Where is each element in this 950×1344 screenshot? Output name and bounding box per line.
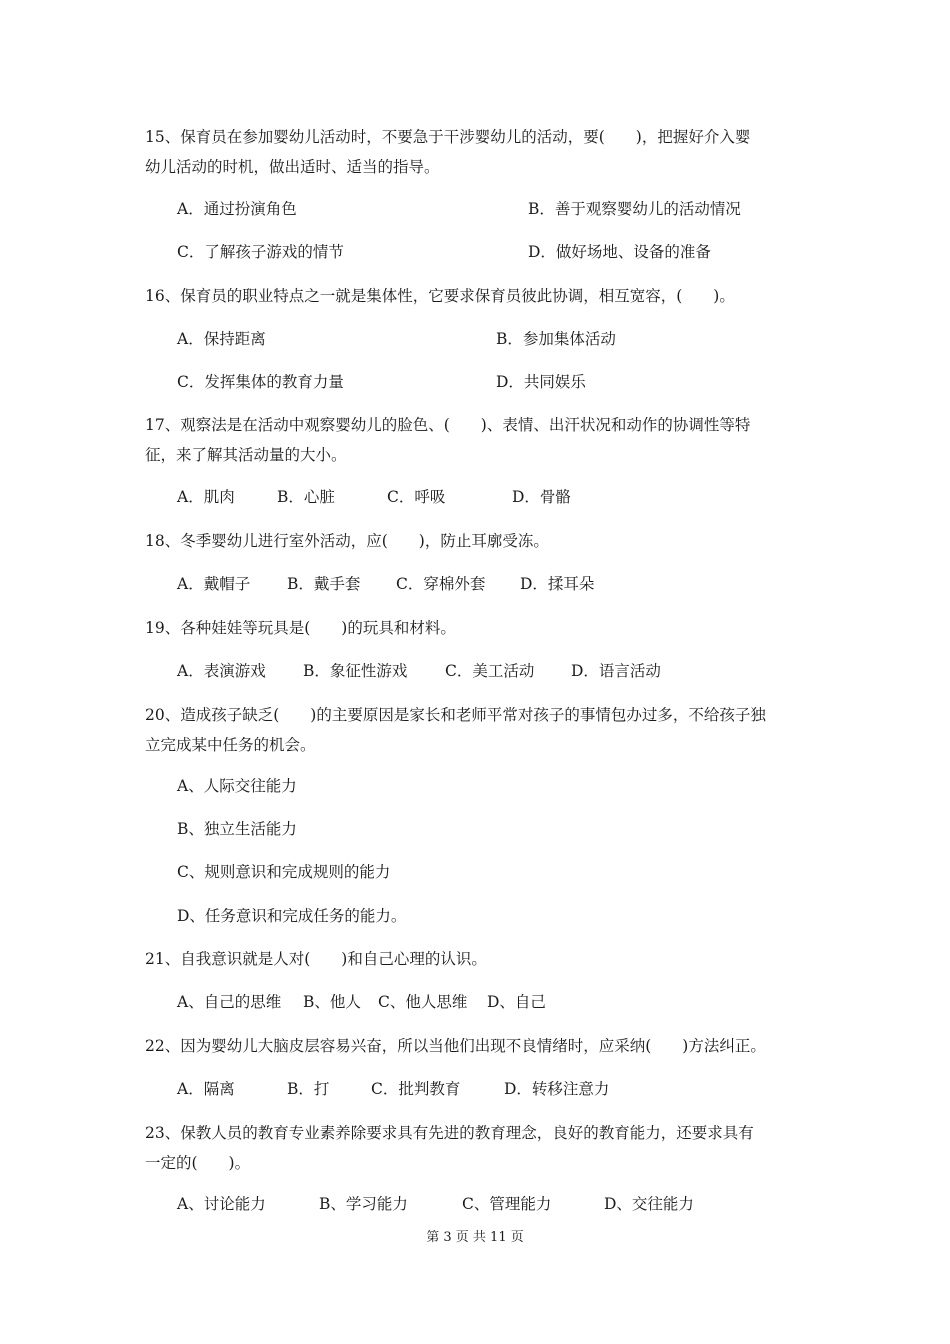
option-b: B．戴手套 [287, 575, 361, 593]
option-d: D、自己 [487, 993, 546, 1011]
question-text-line: 19、各种娃娃等玩具是( )的玩具和材料。 [145, 619, 456, 637]
option-a: A、讨论能力 [177, 1195, 266, 1213]
option-b: B．参加集体活动 [496, 330, 616, 348]
question-text-line: 20、造成孩子缺乏( )的主要原因是家长和老师平常对孩子的事情包办过多，不给孩子独 [145, 706, 766, 724]
option-b: B．心脏 [277, 488, 335, 506]
question-text-line: 一定的( )。 [145, 1154, 251, 1172]
question-text-line: 23、保教人员的教育专业素养除要求具有先进的教育理念，良好的教育能力，还要求具有 [145, 1124, 754, 1142]
question-text-line: 16、保育员的职业特点之一就是集体性，它要求保育员彼此协调，相互宽容，( )。 [145, 287, 735, 305]
option-c: C．穿棉外套 [396, 575, 486, 593]
option-c: C、规则意识和完成规则的能力 [177, 863, 391, 881]
option-b: B．打 [287, 1080, 330, 1098]
option-c: C、管理能力 [462, 1195, 552, 1213]
option-d: D．转移注意力 [504, 1080, 610, 1098]
question-text-line: 17、观察法是在活动中观察婴幼儿的脸色、( )、表情、出汗状况和动作的协调性等特 [145, 416, 751, 434]
option-d: D．骨骼 [512, 488, 571, 506]
option-c: C．呼吸 [387, 488, 446, 506]
option-a: A、人际交往能力 [177, 777, 297, 795]
option-a: A．戴帽子 [177, 575, 251, 593]
question-text-line: 22、因为婴幼儿大脑皮层容易兴奋，所以当他们出现不良情绪时，应采纳( )方法纠正。 [145, 1037, 766, 1055]
option-b: B．象征性游戏 [303, 662, 408, 680]
option-b: B．善于观察婴幼儿的活动情况 [528, 200, 741, 218]
option-d: D．做好场地、设备的准备 [528, 243, 711, 261]
option-d: D．语言活动 [571, 662, 661, 680]
option-b: B、学习能力 [319, 1195, 408, 1213]
option-a: A．隔离 [177, 1080, 235, 1098]
option-c: C．美工活动 [445, 662, 535, 680]
option-a: A．表演游戏 [177, 662, 266, 680]
option-b: B、独立生活能力 [177, 820, 297, 838]
question-text-line: 18、冬季婴幼儿进行室外活动，应( )，防止耳廓受冻。 [145, 532, 549, 550]
option-c: C、他人思维 [378, 993, 468, 1011]
option-c: C．批判教育 [371, 1080, 461, 1098]
option-b: B、他人 [303, 993, 361, 1011]
option-d: D、交往能力 [604, 1195, 694, 1213]
option-a: A．通过扮演角色 [177, 200, 297, 218]
option-a: A．保持距离 [177, 330, 266, 348]
page-footer: 第 3 页 共 11 页 [426, 1230, 524, 1245]
option-d: D．共同娱乐 [496, 373, 586, 391]
option-d: D、任务意识和完成任务的能力。 [177, 907, 407, 925]
question-text-line: 15、保育员在参加婴幼儿活动时，不要急于干涉婴幼儿的活动，要( )，把握好介入婴 [145, 128, 751, 146]
option-d: D．揉耳朵 [520, 575, 595, 593]
option-a: A．肌肉 [177, 488, 235, 506]
question-text-line: 立完成某中任务的机会。 [145, 736, 316, 754]
option-c: C．了解孩子游戏的情节 [177, 243, 344, 261]
question-text-line: 幼儿活动的时机，做出适时、适当的指导。 [145, 158, 440, 176]
question-text-line: 征，来了解其活动量的大小。 [145, 446, 347, 464]
question-text-line: 21、自我意识就是人对( )和自己心理的认识。 [145, 950, 487, 968]
option-c: C．发挥集体的教育力量 [177, 373, 344, 391]
option-a: A、自己的思维 [177, 993, 282, 1011]
